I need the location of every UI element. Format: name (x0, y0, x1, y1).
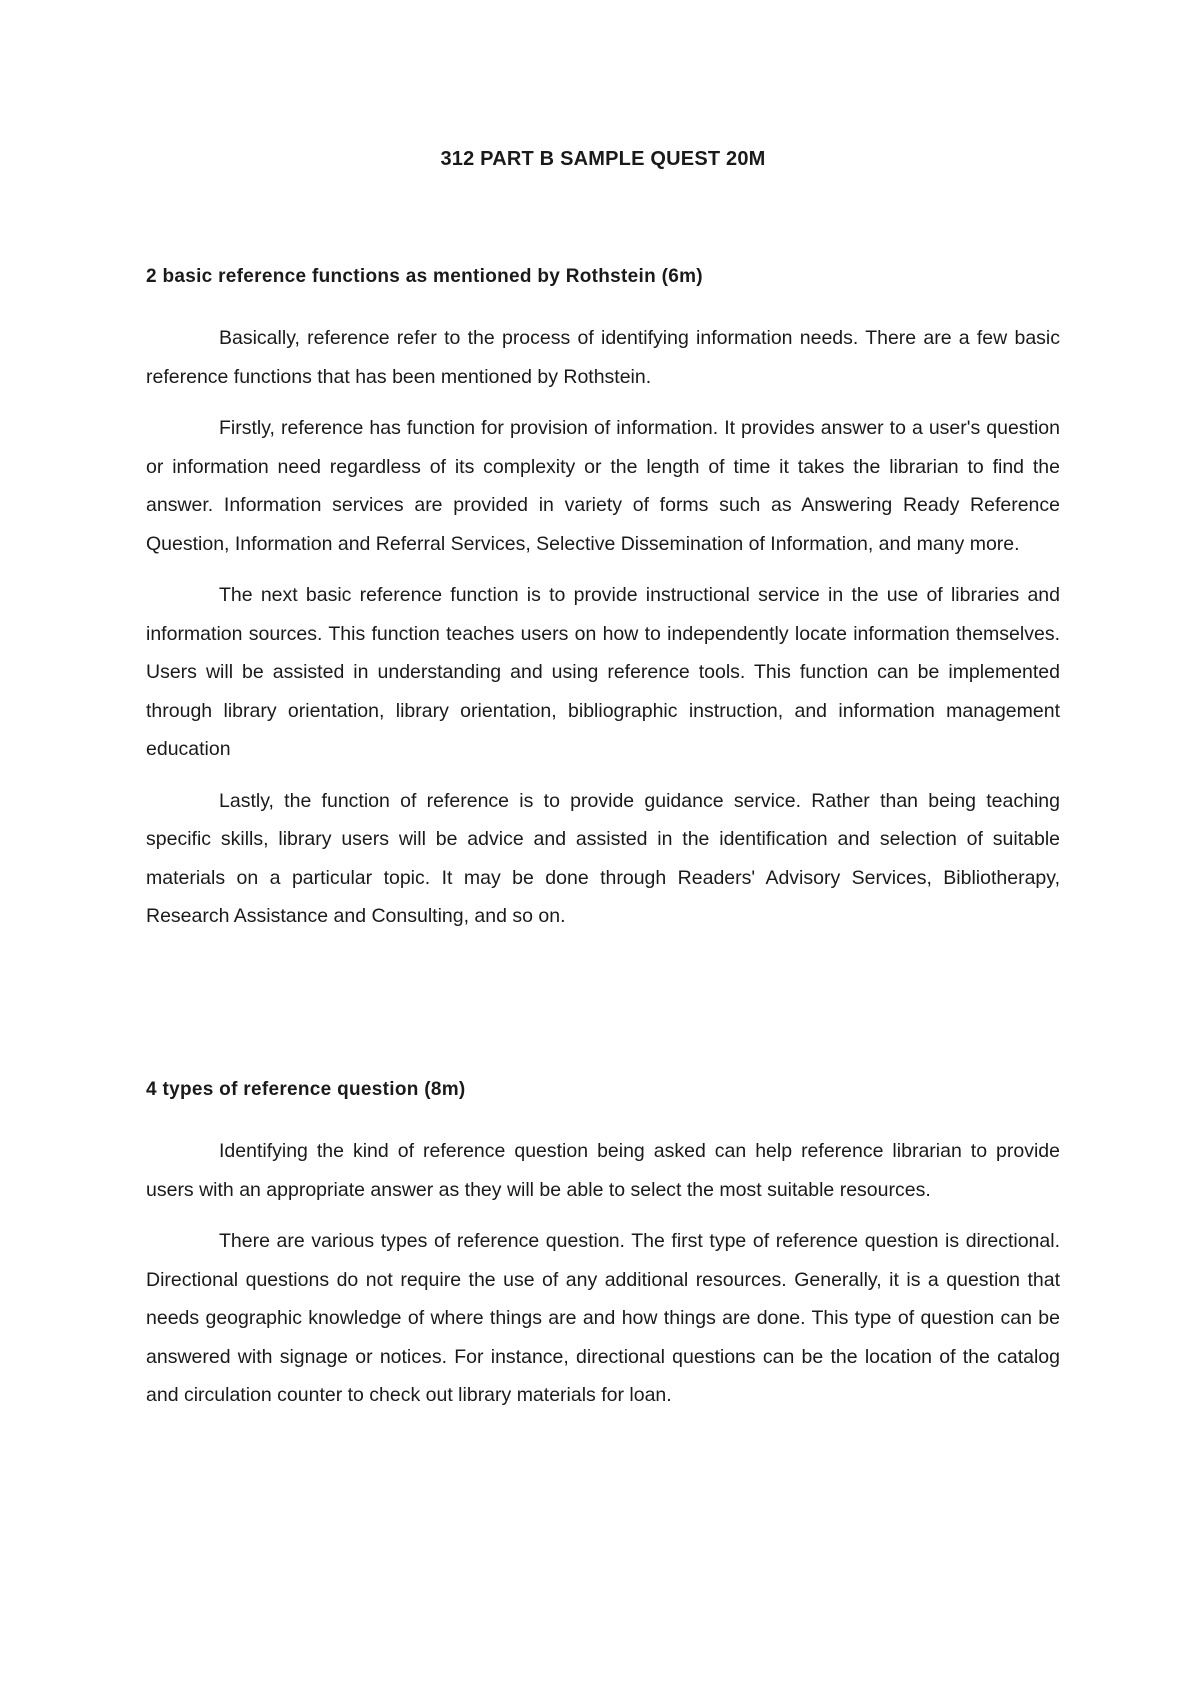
paragraph: Identifying the kind of reference question being asked can help reference librarian to provide users with an appropriate answer as they will be able to select the most suitable resources. (146, 1140, 1060, 1201)
paragraph: Basically, reference refer to the process of identifying information needs. There are a few basic reference functions that has been mentioned by Rothstein. (146, 327, 1060, 388)
section-heading: 4 types of reference question (8m) (146, 1079, 466, 1100)
paragraph: The next basic reference function is to provide instructional service in the use of libraries and information sources. This function teaches users on how to independently locate information themselves. Users will be assisted in understanding and using reference tools. This function can be implemented through library orientation, library orientation, bibliographic instruction, and information management education (146, 584, 1060, 760)
document-title: 312 PART B SAMPLE QUEST 20M (440, 148, 766, 170)
section-reference-functions (146, 263, 1060, 949)
section-reference-question-types (146, 1076, 1060, 1428)
paragraph: There are various types of reference question. The first type of reference question is directional. Directional questions do not require the use of any additional resources. Generally, it is a question that needs geographic knowledge of where things are and how things are done. This type of question can be answered with signage or notices. For instance, directional questions can be the location of the catalog and circulation counter to check out library materials for loan. (146, 1230, 1060, 1406)
paragraph: Firstly, reference has function for provision of information. It provides answer to a user's question or information need regardless of its complexity or the length of time it takes the librarian to find the answer. Information services are provided in variety of forms such as Answering Ready Reference Question, Information and Referral Services, Selective Dissemination of Information, and many more. (146, 417, 1060, 555)
paragraph: Lastly, the function of reference is to provide guidance service. Rather than being teaching specific skills, library users will be advice and assisted in the identification and selection of suitable materials on a particular topic. It may be done through Readers' Advisory Services, Bibliotherapy, Research Assistance and Consulting, and so on. (146, 789, 1060, 927)
section-heading: 2 basic reference functions as mentioned by Rothstein (6m) (146, 266, 703, 287)
